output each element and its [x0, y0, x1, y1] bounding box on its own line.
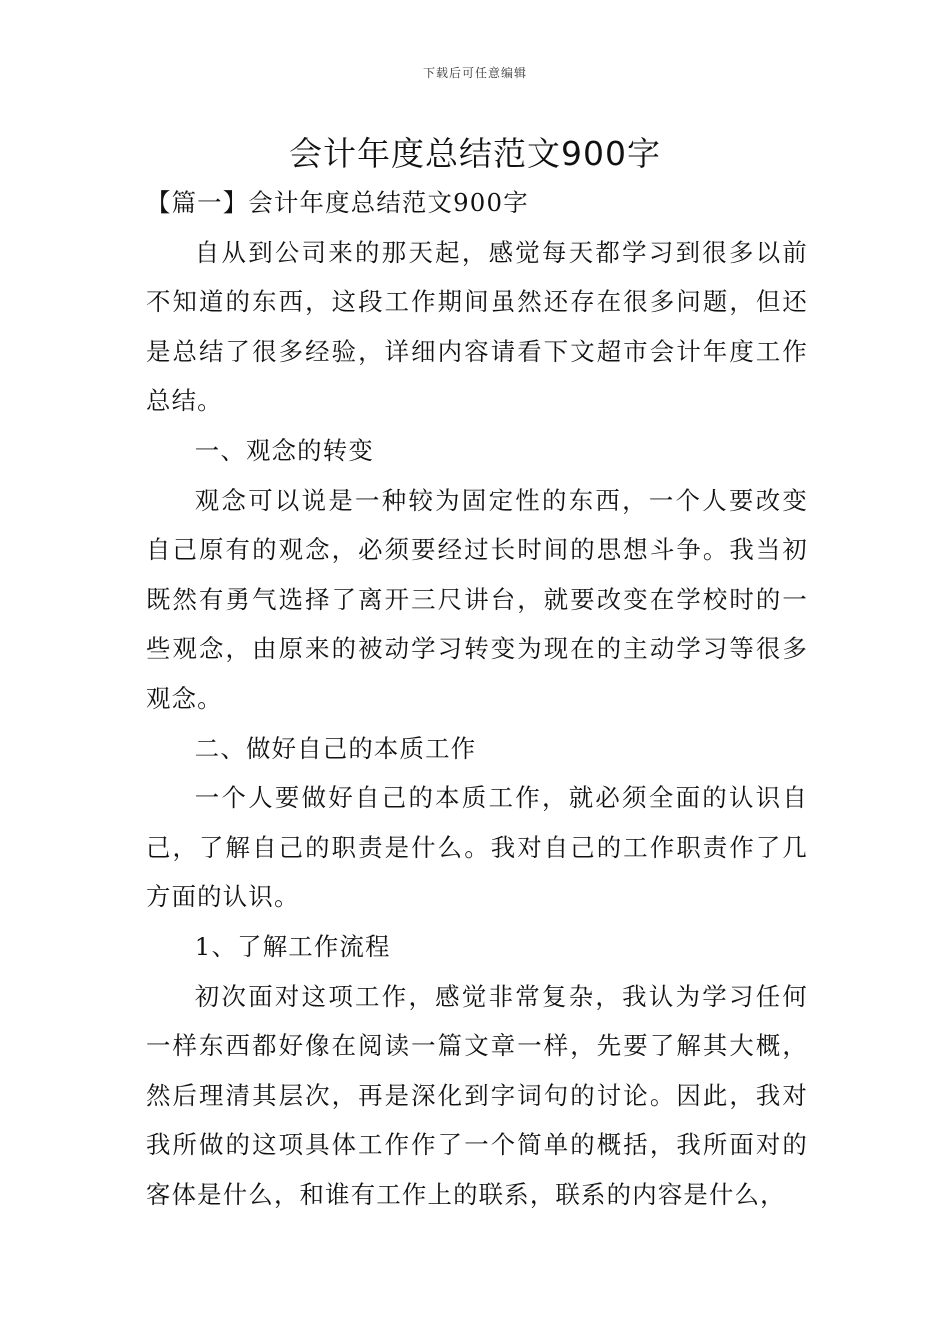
paragraph-concept-change: 观念可以说是一种较为固定性的东西，一个人要改变自己原有的观念，必须要经过长时间的思想斗争。我当初既然有勇气选择了离开三尺讲台，就要改变在学校时的一些观念，由原来的被动学习转变为现在的主动学习等很多观念。 — [146, 485, 808, 713]
section-heading-1: 一、观念的转变 — [194, 435, 374, 465]
paragraph-intro: 自从到公司来的那天起，感觉每天都学习到很多以前不知道的东西，这段工作期间虽然还存在很多问题，但还是总结了很多经验，详细内容请看下文超市会计年度工作总结。 — [146, 237, 808, 416]
document-title: 会计年度总结范文900字 — [289, 134, 661, 173]
section-heading-3: 1、了解工作流程 — [194, 931, 391, 961]
document-body — [146, 178, 808, 1219]
section-heading-2: 二、做好自己的本质工作 — [194, 733, 477, 763]
paragraph-work-process: 初次面对这项工作，感觉非常复杂，我认为学习任何一样东西都好像在阅读一篇文章一样，先要了解其大概，然后理清其层次，再是深化到字词句的讨论。因此，我对我所做的这项具体工作作了一个简单的概括，我所面对的客体是什么，和谁有工作上的联系，联系的内容是什么， — [146, 981, 808, 1209]
paragraph-core-work: 一个人要做好自己的本质工作，就必须全面的认识自己，了解自己的职责是什么。我对自己的工作职责作了几方面的认识。 — [146, 783, 808, 912]
header-note: 下载后可任意编辑 — [422, 66, 527, 80]
section-subtitle: 【篇一】会计年度总结范文900字 — [146, 188, 529, 217]
